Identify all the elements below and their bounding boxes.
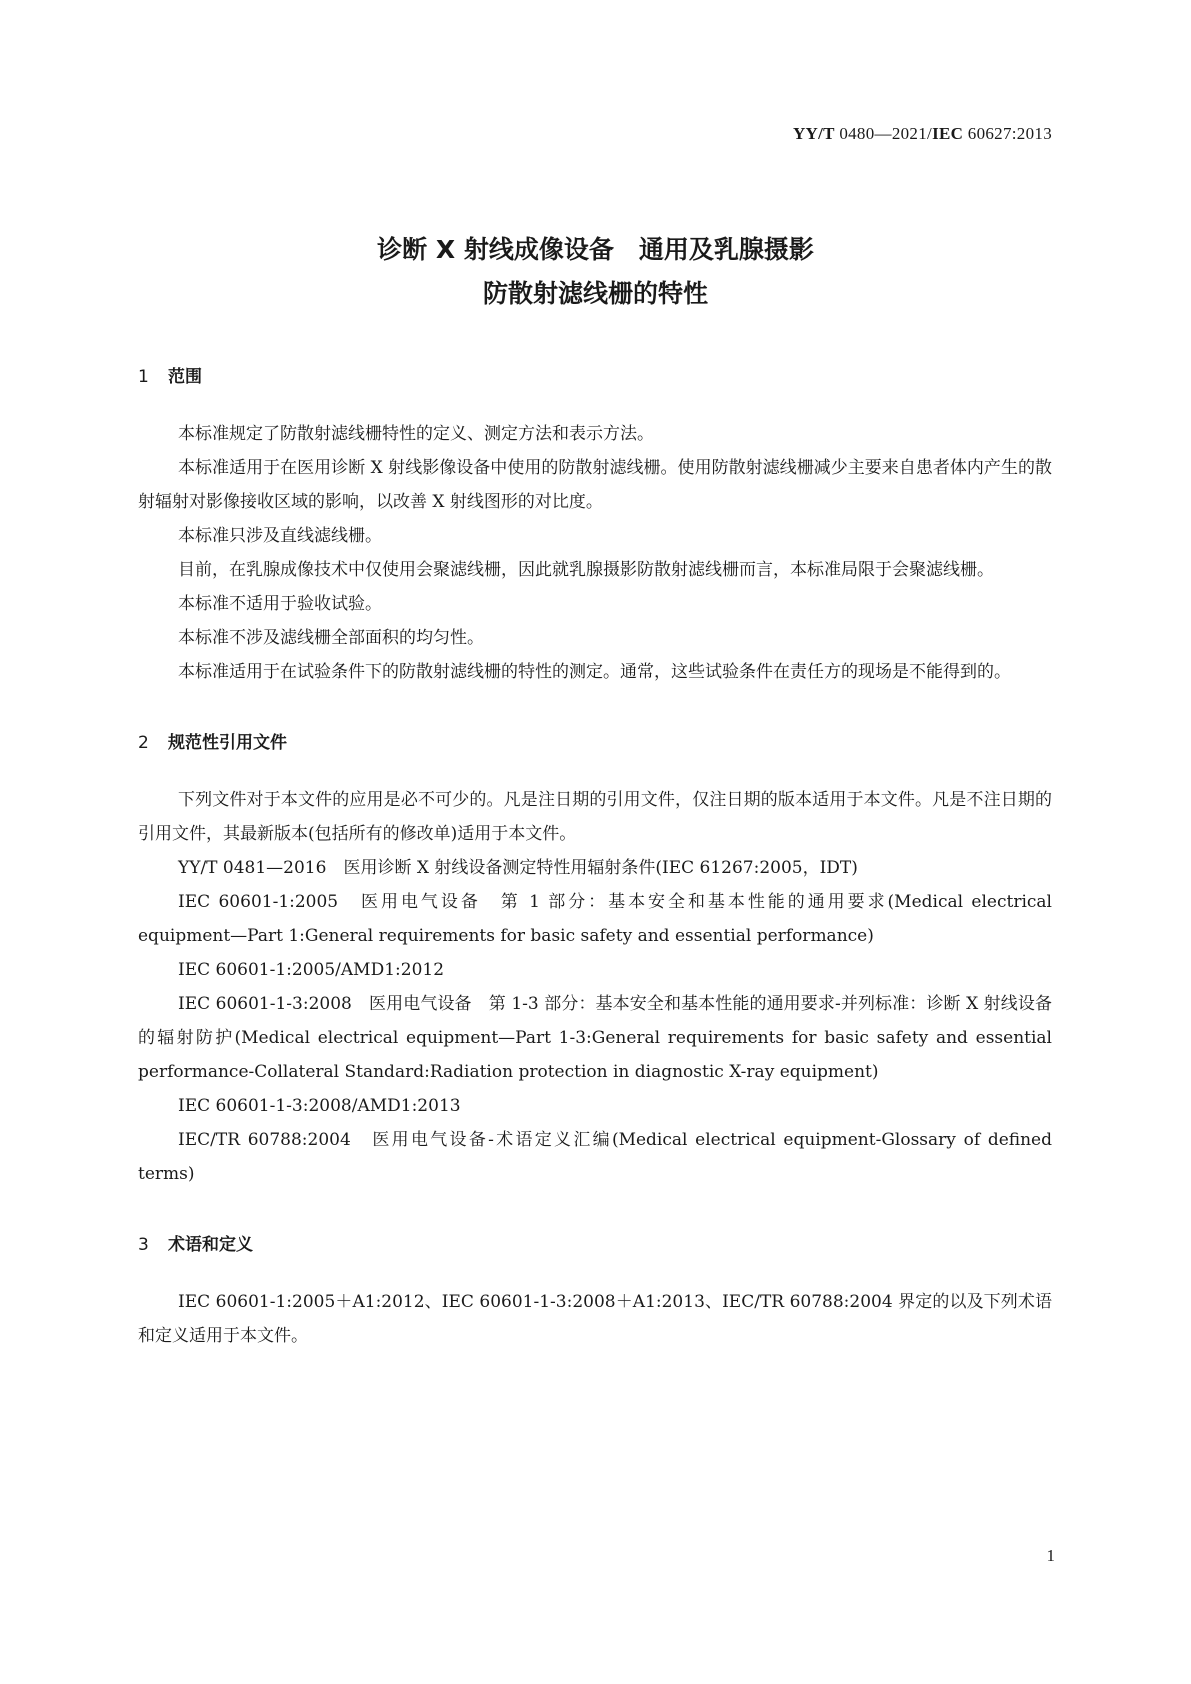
section-2-body: [138, 783, 1052, 1191]
standard-iec: IEC: [932, 124, 964, 143]
standard-number: 0480—2021/: [839, 124, 933, 143]
standard-code: [793, 124, 1052, 144]
section-2-heading: 2 规范性引用文件: [138, 733, 287, 753]
paragraph: 下列文件对于本文件的应用是必不可少的。凡是注日期的引用文件，仅注日期的版本适用于本文件。凡是不注日期的引用文件，其最新版本(包括所有的修改单)适用于本文件。: [138, 790, 1052, 844]
reference-item: IEC 60601-1:2005/AMD1:2012: [178, 960, 445, 980]
reference-item: IEC 60601-1-3:2008/AMD1:2013: [178, 1096, 461, 1116]
section-1-heading: 1 范围: [138, 367, 202, 387]
document-body: [138, 365, 1052, 1353]
section-3-body: [138, 1285, 1052, 1353]
paragraph: 本标准不涉及滤线栅全部面积的均匀性。: [178, 628, 484, 648]
reference-item: IEC 60601-1-3:2008 医用电气设备 第 1-3 部分：基本安全和基本性能的通用要求-并列标准：诊断 X 射线设备的辐射防护(Medical electrical equipment—Part 1-3:General requirements for basic safety and essential performance-Collateral Standard:Radiation protection in diagnostic X-ray equipment): [138, 994, 1052, 1082]
standard-prefix: YY/T: [792, 124, 835, 143]
section-3-heading: 3 术语和定义: [138, 1235, 253, 1255]
paragraph: 本标准适用于在医用诊断 X 射线影像设备中使用的防散射滤线栅。使用防散射滤线栅减少主要来自患者体内产生的散射辐射对影像接收区域的影响，以改善 X 射线图形的对比度。: [138, 458, 1052, 512]
paragraph: 目前，在乳腺成像技术中仅使用会聚滤线栅，因此就乳腺摄影防散射滤线栅而言，本标准局限于会聚滤线栅。: [178, 560, 994, 580]
reference-item: IEC 60601-1:2005 医用电气设备 第 1 部分：基本安全和基本性能的通用要求(Medical electrical equipment—Part 1:General requirements for basic safety and essential performance): [138, 892, 1052, 946]
title-line-1: 诊断 X 射线成像设备 通用及乳腺摄影: [377, 235, 814, 264]
reference-item: YY/T 0481—2016 医用诊断 X 射线设备测定特性用辐射条件(IEC 61267:2005，IDT): [178, 858, 858, 878]
page-number: 1: [1046, 1546, 1055, 1565]
paragraph: 本标准只涉及直线滤线栅。: [178, 526, 382, 546]
document-title: [0, 228, 1191, 316]
paragraph: 本标准规定了防散射滤线栅特性的定义、测定方法和表示方法。: [178, 424, 654, 444]
section-1-body: [138, 417, 1052, 689]
reference-item: IEC/TR 60788:2004 医用电气设备-术语定义汇编(Medical electrical equipment-Glossary of defined terms): [138, 1130, 1052, 1184]
paragraph: 本标准适用于在试验条件下的防散射滤线栅的特性的测定。通常，这些试验条件在责任方的现场是不能得到的。: [178, 662, 1011, 682]
paragraph: IEC 60601-1:2005＋A1:2012、IEC 60601-1-3:2008＋A1:2013、IEC/TR 60788:2004 界定的以及下列术语和定义适用于本文件。: [138, 1292, 1052, 1346]
paragraph: 本标准不适用于验收试验。: [178, 594, 382, 614]
standard-iec-number: 60627:2013: [967, 124, 1052, 143]
title-line-2: 防散射滤线栅的特性: [482, 279, 708, 308]
